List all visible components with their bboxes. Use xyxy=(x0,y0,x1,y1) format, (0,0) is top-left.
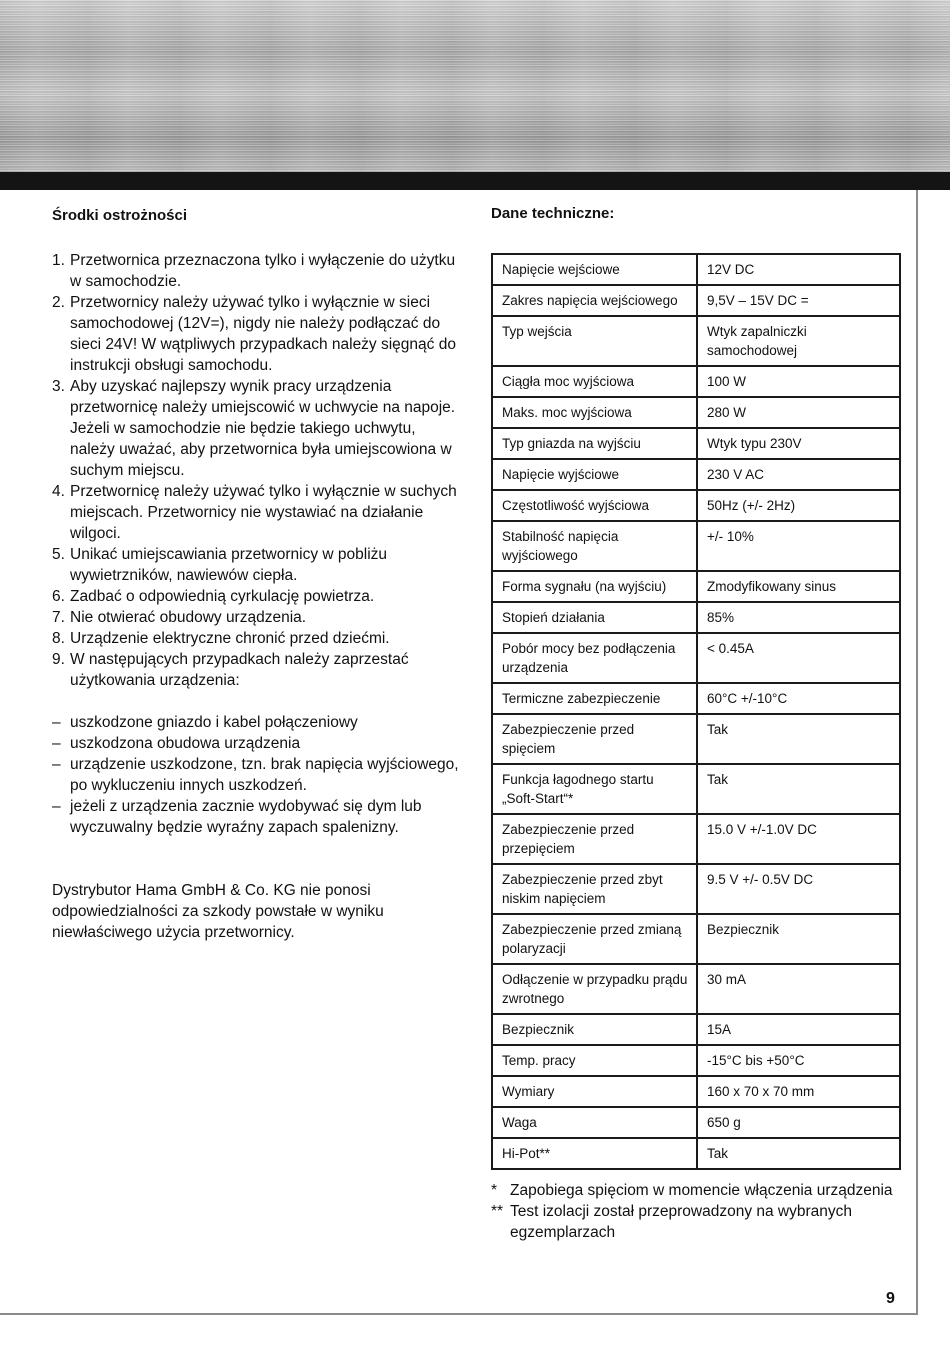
spec-value: +/- 10% xyxy=(697,521,900,571)
spec-label: Pobór mocy bez podłączenia urządzenia xyxy=(492,633,697,683)
precaution-item xyxy=(52,628,462,649)
failure-condition-item xyxy=(52,754,462,796)
page-frame-bottom xyxy=(0,1313,918,1315)
precaution-text: Unikać umiejscawiania przetwornicy w pobliżu wywietrzników, nawiewów ciepła. xyxy=(70,546,388,584)
failure-condition-text: urządzenie uszkodzone, tzn. brak napięcia wyjściowego, po wykluczeniu innych uszkodzeń. xyxy=(70,756,459,794)
spec-value: 280 W xyxy=(697,397,900,428)
precaution-text: Urządzenie elektryczne chronić przed dziećmi. xyxy=(70,630,390,647)
spec-value: Wtyk typu 230V xyxy=(697,428,900,459)
spec-row xyxy=(492,428,900,459)
footnote-mark: * xyxy=(491,1182,498,1199)
spec-row xyxy=(492,459,900,490)
spec-value: 160 x 70 x 70 mm xyxy=(697,1076,900,1107)
footnotes xyxy=(491,1180,901,1243)
spec-value: 15.0 V +/-1.0V DC xyxy=(697,814,900,864)
spec-label: Termiczne zabezpieczenie xyxy=(492,683,697,714)
spec-row xyxy=(492,254,900,285)
precaution-number: 2. xyxy=(52,294,65,311)
spec-label: Typ wejścia xyxy=(492,316,697,366)
precaution-item xyxy=(52,586,462,607)
spec-row xyxy=(492,571,900,602)
precaution-text: Nie otwierać obudowy urządzenia. xyxy=(70,609,307,626)
precaution-text: Przetwornicy należy używać tylko i wyłącznie w sieci samochodowej (12V=), nigdy nie należy podłączać do sieci 24V! W wątpliwych przypadkach należy sięgnąć do instrukcji obsługi samochodu. xyxy=(70,294,456,374)
spec-row xyxy=(492,1014,900,1045)
spec-value: 15A xyxy=(697,1014,900,1045)
spec-label: Zakres napięcia wejściowego xyxy=(492,285,697,316)
spec-row xyxy=(492,1138,900,1169)
spec-row xyxy=(492,914,900,964)
spec-row xyxy=(492,285,900,316)
spec-label: Ciągła moc wyjściowa xyxy=(492,366,697,397)
spec-value: Zmodyfikowany sinus xyxy=(697,571,900,602)
spec-label: Maks. moc wyjściowa xyxy=(492,397,697,428)
spec-label: Zabezpieczenie przed przepięciem xyxy=(492,814,697,864)
spec-label: Odłączenie w przypadku prądu zwrotnego xyxy=(492,964,697,1014)
spec-value: Tak xyxy=(697,714,900,764)
precautions-section xyxy=(52,205,462,943)
failure-condition-item xyxy=(52,712,462,733)
spec-label: Forma sygnału (na wyjściu) xyxy=(492,571,697,602)
precaution-text: Zadbać o odpowiednią cyrkulację powietrza. xyxy=(70,588,375,605)
precaution-number: 1. xyxy=(52,252,65,269)
spec-label: Napięcie wejściowe xyxy=(492,254,697,285)
precaution-number: 9. xyxy=(52,651,65,668)
dash-bullet: – xyxy=(52,798,61,815)
spec-value: < 0.45A xyxy=(697,633,900,683)
spec-row xyxy=(492,366,900,397)
spec-label: Zabezpieczenie przed spięciem xyxy=(492,714,697,764)
failure-condition-text: uszkodzona obudowa urządzenia xyxy=(70,735,301,752)
spec-row xyxy=(492,964,900,1014)
spec-label: Temp. pracy xyxy=(492,1045,697,1076)
failure-condition-text: jeżeli z urządzenia zacznie wydobywać się dym lub wyczuwalny będzie wyraźny zapach spalenizny. xyxy=(70,798,422,836)
spec-row xyxy=(492,1107,900,1138)
spec-row xyxy=(492,602,900,633)
spec-row xyxy=(492,764,900,814)
failure-condition-item xyxy=(52,796,462,838)
precaution-item xyxy=(52,250,462,292)
precaution-item xyxy=(52,376,462,481)
precaution-item xyxy=(52,544,462,586)
disclaimer-text: Dystrybutor Hama GmbH & Co. KG nie ponosi odpowiedzialności za szkody powstałe w wyniku niewłaściwego użycia przetwornicy. xyxy=(52,882,384,941)
spec-value: Tak xyxy=(697,1138,900,1169)
failure-conditions-list xyxy=(52,712,462,838)
spec-row xyxy=(492,683,900,714)
spec-label: Napięcie wyjściowe xyxy=(492,459,697,490)
spec-value: 9,5V – 15V DC = xyxy=(697,285,900,316)
precaution-number: 3. xyxy=(52,378,65,395)
spec-label: Stopień działania xyxy=(492,602,697,633)
spec-value: Tak xyxy=(697,764,900,814)
page-number: 9 xyxy=(886,1290,895,1307)
brushed-metal-header xyxy=(0,0,950,172)
footnote xyxy=(491,1180,901,1201)
spec-label: Waga xyxy=(492,1107,697,1138)
spec-row xyxy=(492,864,900,914)
spec-row xyxy=(492,316,900,366)
spec-value: 100 W xyxy=(697,366,900,397)
dash-bullet: – xyxy=(52,735,61,752)
spec-label: Częstotliwość wyjściowa xyxy=(492,490,697,521)
spec-row xyxy=(492,1076,900,1107)
spec-row xyxy=(492,814,900,864)
spec-label: Bezpiecznik xyxy=(492,1014,697,1045)
precaution-text: Aby uzyskać najlepszy wynik pracy urządzenia przetwornicę należy umiejscowić w uchwycie na napoje. Jeżeli w samochodzie nie będzie takiego uchwytu, należy uważać, aby przetwornica była umiejscowiona w suchym miejscu. xyxy=(70,378,456,479)
dash-bullet: – xyxy=(52,756,61,773)
spec-value: 30 mA xyxy=(697,964,900,1014)
spec-row xyxy=(492,397,900,428)
spec-value: 650 g xyxy=(697,1107,900,1138)
spec-row xyxy=(492,490,900,521)
page-frame-right xyxy=(916,190,918,1314)
precautions-list xyxy=(52,250,462,691)
precaution-number: 5. xyxy=(52,546,65,563)
spec-label: Stabilność napięcia wyjściowego xyxy=(492,521,697,571)
spec-label: Zabezpieczenie przed zmianą polaryzacji xyxy=(492,914,697,964)
spec-label: Typ gniazda na wyjściu xyxy=(492,428,697,459)
spec-value: 85% xyxy=(697,602,900,633)
precaution-text: W następujących przypadkach należy zaprzestać użytkowania urządzenia: xyxy=(70,651,409,689)
technical-data-title: Dane techniczne: xyxy=(491,205,615,222)
footnote-mark: ** xyxy=(491,1203,504,1220)
precaution-item xyxy=(52,649,462,691)
spec-label: Funkcja łagodnego startu „Soft-Start“* xyxy=(492,764,697,814)
spec-label: Zabezpieczenie przed zbyt niskim napięciem xyxy=(492,864,697,914)
footnote-text: Zapobiega spięciom w momencie włączenia urządzenia xyxy=(510,1182,893,1199)
failure-condition-text: uszkodzone gniazdo i kabel połączeniowy xyxy=(70,714,358,731)
spec-value: 12V DC xyxy=(697,254,900,285)
dash-bullet: – xyxy=(52,714,61,731)
header-band xyxy=(0,172,950,190)
precaution-item xyxy=(52,481,462,544)
spec-row xyxy=(492,1045,900,1076)
spec-row xyxy=(492,633,900,683)
footnote-text: Test izolacji został przeprowadzony na wybranych egzemplarzach xyxy=(510,1203,853,1241)
spec-label: Hi-Pot** xyxy=(492,1138,697,1169)
spec-table xyxy=(491,253,901,1170)
precaution-item xyxy=(52,607,462,628)
precaution-number: 4. xyxy=(52,483,65,500)
precaution-number: 8. xyxy=(52,630,65,647)
spec-value: 60°C +/-10°C xyxy=(697,683,900,714)
spec-value: 9.5 V +/- 0.5V DC xyxy=(697,864,900,914)
precaution-item xyxy=(52,292,462,376)
spec-value: 230 V AC xyxy=(697,459,900,490)
precaution-number: 7. xyxy=(52,609,65,626)
precaution-text: Przetwornicę należy używać tylko i wyłącznie w suchych miejscach. Przetwornicy nie wystawiać na działanie wilgoci. xyxy=(70,483,457,542)
footnote xyxy=(491,1201,901,1243)
spec-value: 50Hz (+/- 2Hz) xyxy=(697,490,900,521)
spec-value: -15°C bis +50°C xyxy=(697,1045,900,1076)
spec-label: Wymiary xyxy=(492,1076,697,1107)
spec-value: Bezpiecznik xyxy=(697,914,900,964)
failure-condition-item xyxy=(52,733,462,754)
technical-data-section xyxy=(491,205,901,1241)
precautions-title: Środki ostrożności xyxy=(52,207,188,224)
spec-row xyxy=(492,714,900,764)
spec-row xyxy=(492,521,900,571)
precaution-text: Przetwornica przeznaczona tylko i wyłączenie do użytku w samochodzie. xyxy=(70,252,456,290)
precaution-number: 6. xyxy=(52,588,65,605)
spec-value: Wtyk zapalniczki samochodowej xyxy=(697,316,900,366)
